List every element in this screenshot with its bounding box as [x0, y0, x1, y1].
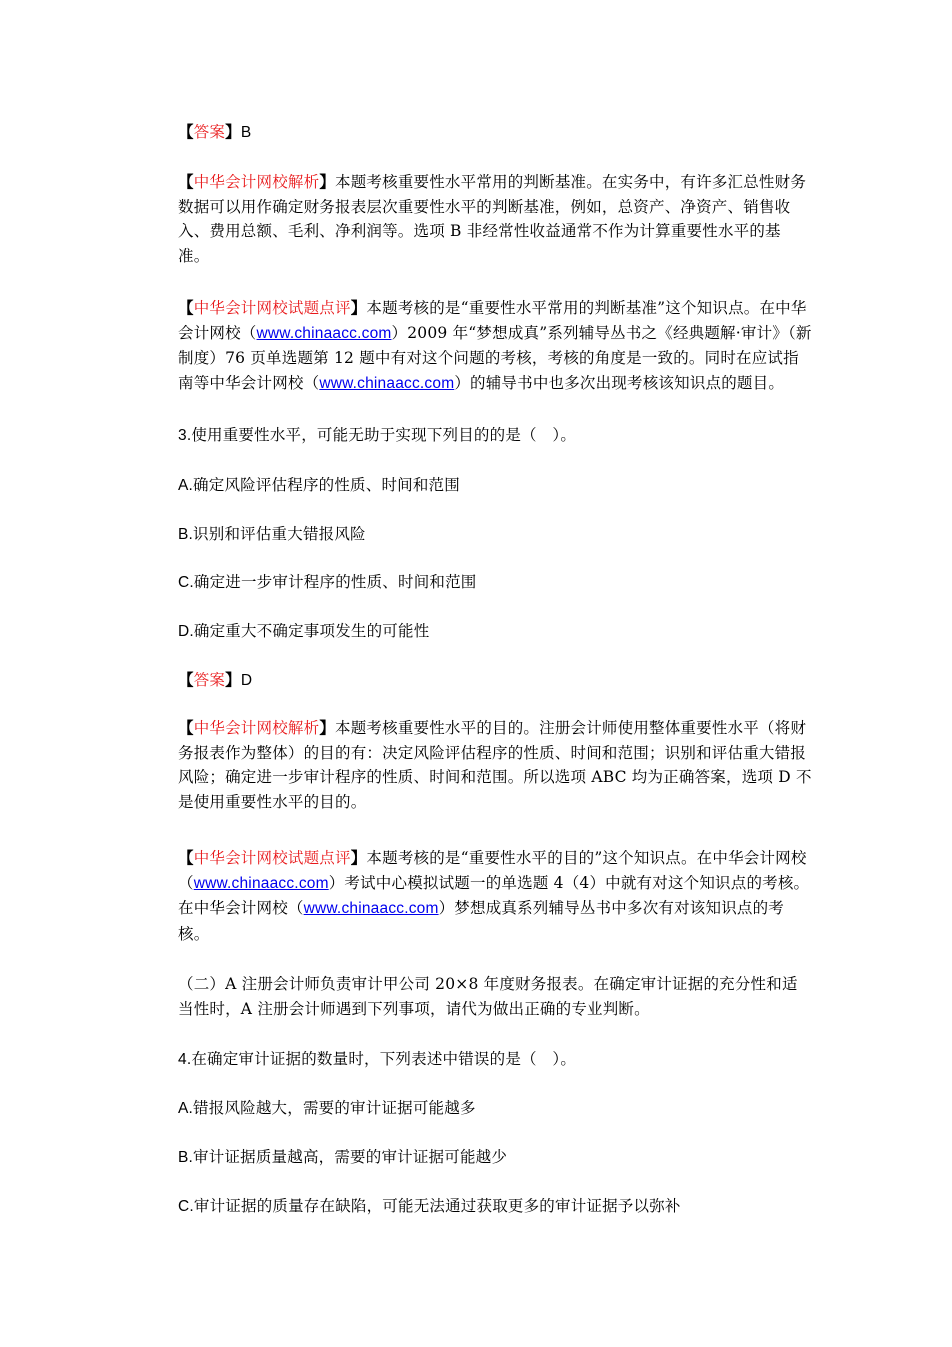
option-text: 错报风险越大，需要的审计证据可能越多	[193, 1099, 476, 1117]
q4-option-a	[178, 1096, 798, 1122]
analysis-text: 本题考核重要性水平的目的。注册会计师使用整体重要性水平（将财务报表作为整体）的目的有：决定风险评估程序的性质、时间和范围；识别和评估重大错报风险；确定进一步审计程序的性质、时间和范围。所以选项 ABC 均为正确答案，选项 D 不是使用重要性水平的目的。	[178, 719, 812, 811]
analysis-paragraph-2	[146, 716, 812, 814]
review-text: ）梦想成真系列辅导丛书中多次有对该知识点的考核。	[178, 899, 785, 943]
chinaacc-link[interactable]: www.chinaacc.com	[256, 324, 392, 342]
bracket-close: 】	[319, 172, 336, 191]
option-key: A.	[178, 477, 194, 494]
review-text: 本题考核的是“重要性水平的目的”这个知识点。在中华会计网校（	[178, 849, 807, 892]
review-label: 中华会计网校试题点评	[193, 849, 351, 867]
answer-line-1	[146, 120, 812, 146]
q3-option-a	[178, 473, 798, 499]
review-text: ）2009 年“梦想成真”系列辅导丛书之《经典题解·审计》（新制度）76 页单选题第 12 题中有对这个问题的考核，考核的角度是一致的。同时在应试指南等中华会计网校（	[178, 323, 812, 392]
option-key: B.	[178, 526, 194, 543]
analysis-paragraph-1	[146, 170, 812, 268]
answer-label: 答案	[193, 123, 226, 141]
question-text: 使用重要性水平，可能无助于实现下列目的的是（ ）。	[191, 426, 577, 444]
bracket-close: 】	[225, 122, 241, 141]
question-number: 3.	[178, 427, 192, 444]
section-2-intro	[146, 972, 812, 1021]
option-key: C.	[178, 574, 194, 591]
option-text: 确定进一步审计程序的性质、时间和范围	[193, 573, 477, 591]
q4-option-c	[178, 1194, 798, 1220]
question-4-stem	[178, 1047, 798, 1073]
analysis-text: 本题考核重要性水平常用的判断基准。在实务中，有许多汇总性财务数据可以用作确定财务报表层次重要性水平的判断基准，例如，总资产、净资产、销售收入、费用总额、毛利、净利润等。选项 B 非经常性收益通常不作为计算重要性水平的基准。	[178, 173, 807, 265]
review-text: ）的辅导书中也多次出现考核该知识点的题目。	[454, 373, 785, 392]
option-key: C.	[178, 1198, 194, 1215]
question-text: 在确定审计证据的数量时，下列表述中错误的是（ ）。	[191, 1050, 577, 1068]
bracket-open: 【	[178, 718, 194, 737]
bracket-open: 【	[178, 122, 194, 141]
q3-option-c	[178, 570, 798, 596]
answer-value: B	[240, 124, 252, 141]
bracket-open: 【	[178, 172, 194, 191]
option-text: 确定重大不确定事项发生的可能性	[193, 622, 430, 640]
analysis-label: 中华会计网校解析	[193, 719, 320, 737]
option-text: 审计证据的质量存在缺陷，可能无法通过获取更多的审计证据予以弥补	[193, 1197, 681, 1215]
q3-option-d	[178, 619, 798, 645]
question-number: 4.	[178, 1051, 192, 1068]
option-text: 确定风险评估程序的性质、时间和范围	[193, 476, 460, 494]
option-text: 审计证据质量越高，需要的审计证据可能越少	[193, 1148, 508, 1166]
option-text: 识别和评估重大错报风险	[193, 525, 366, 543]
analysis-label: 中华会计网校解析	[193, 173, 320, 191]
answer-label: 答案	[193, 671, 226, 689]
bracket-close: 】	[319, 718, 336, 737]
bracket-open: 【	[178, 848, 194, 867]
q4-option-b	[178, 1145, 798, 1171]
review-label: 中华会计网校试题点评	[193, 299, 351, 317]
answer-value: D	[240, 672, 253, 689]
review-paragraph-1	[146, 296, 812, 396]
chinaacc-link[interactable]: www.chinaacc.com	[193, 874, 329, 892]
question-3-stem	[178, 423, 798, 449]
review-text: ）考试中心模拟试题一的单选题 4（4）中就有对这个知识点的考核。在中华会计网校（	[178, 873, 810, 917]
bracket-close: 】	[350, 848, 367, 867]
section-intro-text: （二）A 注册会计师负责审计甲公司 20×8 年度财务报表。在确定审计证据的充分性和适当性时，A 注册会计师遇到下列事项，请代为做出正确的专业判断。	[178, 975, 798, 1018]
bracket-open: 【	[178, 298, 194, 317]
option-key: B.	[178, 1149, 194, 1166]
option-key: D.	[178, 623, 194, 640]
chinaacc-link[interactable]: www.chinaacc.com	[319, 374, 455, 392]
bracket-close: 】	[225, 670, 241, 689]
q3-option-b	[178, 522, 798, 548]
review-paragraph-2	[146, 846, 812, 946]
bracket-close: 】	[350, 298, 367, 317]
review-text: 本题考核的是“重要性水平常用的判断基准”这个知识点。在中华会计网校（	[178, 299, 807, 342]
bracket-open: 【	[178, 670, 194, 689]
option-key: A.	[178, 1100, 194, 1117]
chinaacc-link[interactable]: www.chinaacc.com	[303, 900, 439, 917]
answer-line-2	[178, 668, 798, 694]
